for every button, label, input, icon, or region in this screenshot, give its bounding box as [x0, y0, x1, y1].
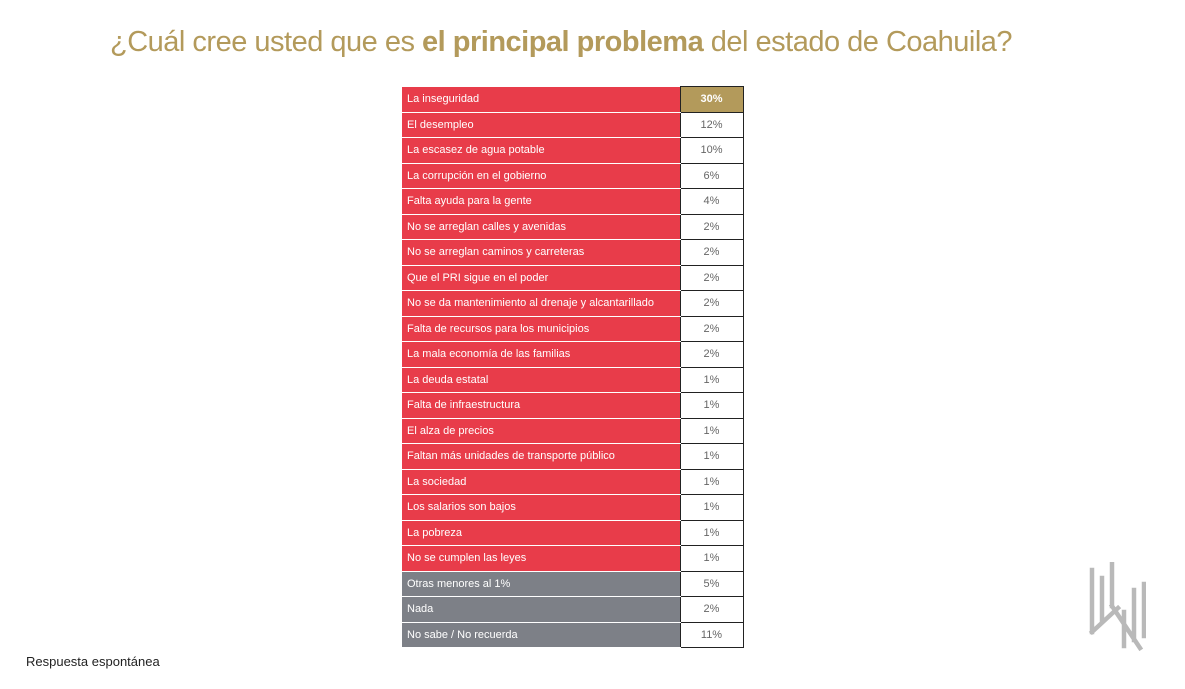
table-row	[402, 316, 743, 342]
title-prefix: ¿Cuál cree usted que es	[110, 26, 423, 58]
row-value: 10%	[680, 138, 743, 164]
row-label: Otras menores al 1%	[402, 571, 680, 597]
row-label: No sabe / No recuerda	[402, 622, 680, 648]
row-label: No se cumplen las leyes	[402, 546, 680, 572]
row-value: 1%	[680, 495, 743, 521]
table-row	[402, 163, 743, 189]
row-label: El desempleo	[402, 112, 680, 138]
row-value: 1%	[680, 418, 743, 444]
row-value: 1%	[680, 444, 743, 470]
table-row	[402, 597, 743, 623]
row-label: La escasez de agua potable	[402, 138, 680, 164]
table-row	[402, 367, 743, 393]
table-row	[402, 622, 743, 648]
row-value: 2%	[680, 265, 743, 291]
table-row	[402, 342, 743, 368]
table-row	[402, 291, 743, 317]
title-suffix: del estado de Coahuila?	[703, 26, 1013, 58]
table-row	[402, 495, 743, 521]
row-label: Falta ayuda para la gente	[402, 189, 680, 215]
row-label: Los salarios son bajos	[402, 495, 680, 521]
table-row	[402, 520, 743, 546]
row-label: Nada	[402, 597, 680, 623]
row-label: Que el PRI sigue en el poder	[402, 265, 680, 291]
row-label: La inseguridad	[402, 87, 680, 113]
row-value: 1%	[680, 546, 743, 572]
table-row	[402, 265, 743, 291]
row-label: No se arreglan caminos y carreteras	[402, 240, 680, 266]
row-label: El alza de precios	[402, 418, 680, 444]
row-value: 12%	[680, 112, 743, 138]
row-value: 4%	[680, 189, 743, 215]
row-value: 1%	[680, 393, 743, 419]
row-value: 2%	[680, 291, 743, 317]
table-row	[402, 87, 743, 113]
table-row	[402, 138, 743, 164]
table-row	[402, 112, 743, 138]
row-value: 1%	[680, 469, 743, 495]
row-label: La corrupción en el gobierno	[402, 163, 680, 189]
row-value: 6%	[680, 163, 743, 189]
row-label: La deuda estatal	[402, 367, 680, 393]
row-label: Falta de recursos para los municipios	[402, 316, 680, 342]
row-value: 2%	[680, 214, 743, 240]
table-row	[402, 444, 743, 470]
table-row	[402, 189, 743, 215]
row-label: Faltan más unidades de transporte público	[402, 444, 680, 470]
row-value: 2%	[680, 342, 743, 368]
table-row	[402, 546, 743, 572]
row-value: 2%	[680, 240, 743, 266]
row-label: La mala economía de las familias	[402, 342, 680, 368]
table-row	[402, 240, 743, 266]
row-value: 1%	[680, 367, 743, 393]
row-label: La sociedad	[402, 469, 680, 495]
table-row	[402, 571, 743, 597]
footnote: Respuesta espontánea	[26, 654, 160, 669]
table-row	[402, 393, 743, 419]
brand-logo-strokes	[1092, 564, 1144, 648]
title-bold: el principal problema	[422, 26, 704, 58]
row-label: No se da mantenimiento al drenaje y alcantarillado	[402, 291, 680, 317]
row-value: 30%	[680, 87, 743, 113]
brand-logo-icon	[1086, 562, 1146, 652]
survey-results-body	[402, 87, 743, 648]
row-label: No se arreglan calles y avenidas	[402, 214, 680, 240]
row-label: La pobreza	[402, 520, 680, 546]
row-value: 5%	[680, 571, 743, 597]
table-row	[402, 469, 743, 495]
survey-results-table	[402, 86, 744, 648]
row-value: 2%	[680, 316, 743, 342]
row-label: Falta de infraestructura	[402, 393, 680, 419]
row-value: 1%	[680, 520, 743, 546]
table-row	[402, 214, 743, 240]
row-value: 11%	[680, 622, 743, 648]
table-row	[402, 418, 743, 444]
page-title	[110, 26, 1012, 59]
row-value: 2%	[680, 597, 743, 623]
